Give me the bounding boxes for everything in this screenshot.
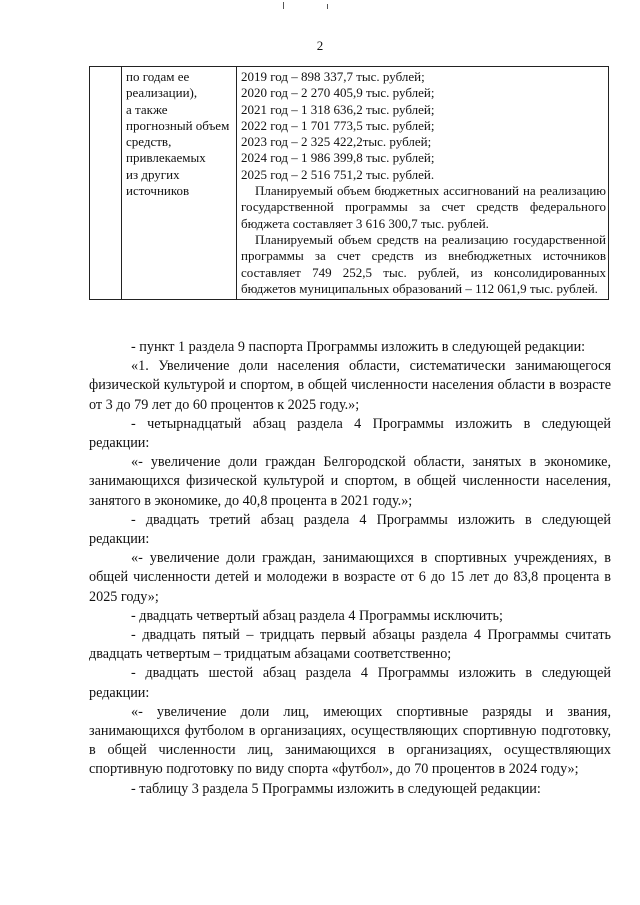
scan-mark: [283, 2, 284, 9]
paragraph: - таблицу 3 раздела 5 Программы изложить в следующей редакции:: [131, 780, 541, 797]
label-line: а также: [126, 101, 168, 117]
year-line: 2025 год – 2 516 751,2 тыс. рублей.: [241, 166, 435, 182]
paragraph: - двадцать пятый – тридцать первый абзацы раздела 4 Программы считать двадцать четвертым – тридцатым абзацами соответственно;: [89, 627, 611, 663]
year-line: 2023 год – 2 325 422,2тыс. рублей;: [241, 134, 432, 150]
label-line: привлекаемых: [126, 150, 206, 166]
extra-budget-text: Планируемый объем средств на реализацию государственной программы за счет средств из внебюджетных источников составляет 749 252,5 тыс. рублей, из консолидированных бюджетов муниципальных образований – 112 061,9 тыс. рублей.: [241, 231, 606, 296]
table-row: [90, 67, 609, 300]
year-line: 2020 год – 2 270 405,9 тыс. рублей;: [241, 85, 435, 101]
label-line: прогнозный объем: [126, 117, 230, 133]
paragraph: - двадцать шестой абзац раздела 4 Программы изложить в следующей редакции:: [89, 665, 611, 701]
year-line: 2022 год – 1 701 773,5 тыс. рублей;: [241, 117, 435, 133]
program-funding-table: [89, 66, 609, 300]
paragraph: - пункт 1 раздела 9 паспорта Программы изложить в следующей редакции:: [131, 339, 586, 355]
quoted-paragraph: «- увеличение доли граждан, занимающихся в спортивных учреждениях, в общей численности детей и молодежи в возрасте от 6 до 15 лет до 83,8 процента в 2025 году»;: [89, 550, 611, 605]
document-body: [89, 338, 611, 799]
quoted-paragraph: «1. Увеличение доли населения области, систематически занимающегося физической культурой и спортом, в общей численности населения области в возрасте от 3 до 79 лет до 60 процентов к 2025 году.»;: [89, 358, 611, 413]
label-line: из других: [126, 166, 180, 182]
label-line: источников: [126, 183, 190, 199]
year-line: 2021 год – 1 318 636,2 тыс. рублей;: [241, 101, 435, 117]
quoted-paragraph: «- увеличение доли граждан Белгородской области, занятых в экономике, занимающихся физической культурой и спортом, в общей численности населения, занятого в экономике, до 40,8 процента в 2021 году.»;: [89, 454, 611, 509]
scan-mark: [327, 4, 328, 9]
federal-budget-text: Планируемый объем бюджетных ассигнований на реализацию государственной программы за счет средств федерального бюджета составляет 3 616 300,7 тыс. рублей.: [241, 183, 606, 231]
page-number: 2: [316, 38, 324, 53]
label-line: по годам ее: [126, 69, 190, 84]
table-cell-empty: [90, 67, 122, 300]
year-line: 2024 год – 1 986 399,8 тыс. рублей;: [241, 150, 435, 166]
paragraph: - двадцать третий абзац раздела 4 Программы изложить в следующей редакции:: [89, 511, 611, 548]
year-line: 2019 год – 898 337,7 тыс. рублей;: [241, 69, 425, 84]
table-cell-label: [122, 67, 237, 300]
quoted-paragraph: «- увеличение доли лиц, имеющих спортивные разряды и звания, занимающихся футболом в организациях, осуществляющих спортивную подготовку, в общей численности лиц, занимающихся в организациях, осуществляющих спортивную подготовку по виду спорта «футбол», до 70 процентов в 2024 году»;: [89, 703, 611, 778]
paragraph: - четырнадцатый абзац раздела 4 Программы изложить в следующей редакции:: [89, 415, 611, 452]
label-line: реализации),: [126, 85, 198, 101]
label-line: средств,: [126, 134, 172, 150]
paragraph: - двадцать четвертый абзац раздела 4 Программы исключить;: [131, 607, 503, 624]
table-cell-values: [237, 67, 609, 300]
